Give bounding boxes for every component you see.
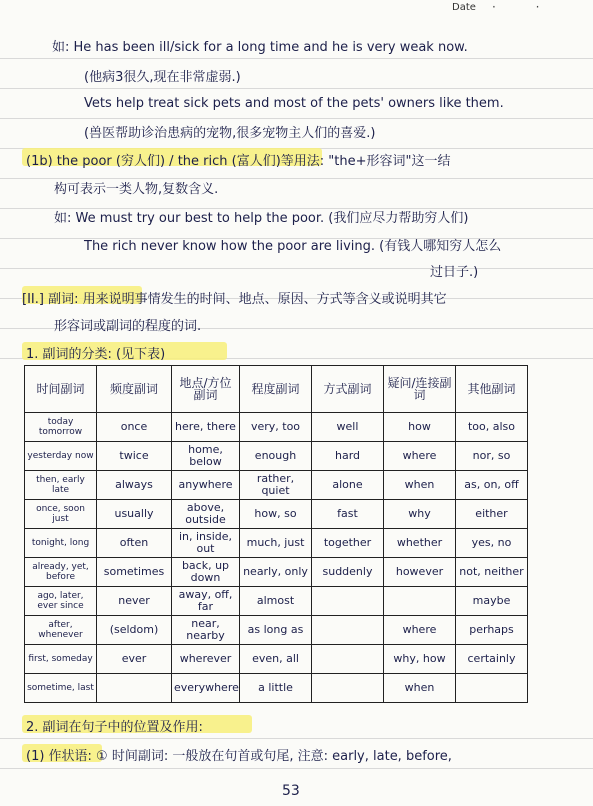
table-cell: rather, quiet [240, 471, 312, 500]
header-degree-adverbs: 程度副词 [240, 366, 312, 413]
table-cell: always [97, 471, 172, 500]
header-manner-adverbs: 方式副词 [312, 366, 384, 413]
table-cell: sometimes [97, 558, 172, 587]
example-2-english: Vets help treat sick pets and most of the pets' owners like them. [84, 96, 504, 111]
table-cell: as long as [240, 616, 312, 645]
header-interrogative-adverbs: 疑问/连接副词 [384, 366, 456, 413]
table-cell: either [456, 500, 528, 529]
section-2-heading: [II.] 副词: 用来说明事情发生的时间、地点、原因、方式等含义或说明其它 [22, 292, 447, 307]
table-cell [312, 674, 384, 703]
table-row [25, 674, 528, 703]
table-row [25, 645, 528, 674]
table-cell: then, early late [25, 471, 97, 500]
table-cell: how, so [240, 500, 312, 529]
table-cell: why, how [384, 645, 456, 674]
table-cell: enough [240, 442, 312, 471]
table-cell: usually [97, 500, 172, 529]
rule-1b-continued: 构可表示一类人物,复数含义. [54, 182, 219, 197]
table-cell: almost [240, 587, 312, 616]
header-place-adverbs: 地点/方位副词 [172, 366, 240, 413]
ruled-line [0, 118, 593, 119]
table-cell: today tomorrow [25, 413, 97, 442]
table-cell: where [384, 616, 456, 645]
table-cell: away, off, far [172, 587, 240, 616]
table-cell: above, outside [172, 500, 240, 529]
table-cell: never [97, 587, 172, 616]
table-cell: anywhere [172, 471, 240, 500]
table-cell: wherever [172, 645, 240, 674]
ruled-line [0, 58, 593, 59]
table-cell: near, nearby [172, 616, 240, 645]
example-1-chinese: (他病3很久,现在非常虚弱.) [84, 70, 241, 85]
subsection-1-title: 1. 副词的分类: (见下表) [26, 347, 166, 362]
table-cell: nor, so [456, 442, 528, 471]
header-other-adverbs: 其他副词 [456, 366, 528, 413]
table-cell: too, also [456, 413, 528, 442]
table-cell: already, yet, before [25, 558, 97, 587]
date-label: Date [452, 2, 476, 13]
table-row [25, 413, 528, 442]
table-cell: when [384, 471, 456, 500]
table-cell: often [97, 529, 172, 558]
page-number: 53 [282, 783, 300, 799]
ruled-line [0, 738, 593, 739]
table-cell: fast [312, 500, 384, 529]
section-2-heading-continued: 形容词或副词的程度的词. [54, 319, 202, 334]
table-cell [312, 616, 384, 645]
table-header-row [25, 366, 528, 413]
table-row [25, 529, 528, 558]
table-row [25, 616, 528, 645]
table-cell: here, there [172, 413, 240, 442]
table-cell: tonight, long [25, 529, 97, 558]
example-3c: 过日子.) [430, 265, 479, 280]
table-row [25, 587, 528, 616]
table-cell [97, 674, 172, 703]
table-row [25, 558, 528, 587]
subsection-2-item-1: (1) 作状语: ① 时间副词: 一般放在句首或句尾, 注意: early, late, before, [26, 749, 452, 764]
table-cell: once, soon just [25, 500, 97, 529]
rule-1b: (1b) the poor (穷人们) / the rich (富人们)等用法: "the+形容词"这一结 [26, 154, 451, 169]
table-cell: how [384, 413, 456, 442]
table-cell: well [312, 413, 384, 442]
table-cell: even, all [240, 645, 312, 674]
table-cell: sometime, last [25, 674, 97, 703]
header-time-adverbs: 时间副词 [25, 366, 97, 413]
example-3a: 如: We must try our best to help the poor. (我们应尽力帮助穷人们) [54, 211, 469, 226]
table-row [25, 500, 528, 529]
table-cell: where [384, 442, 456, 471]
table-cell: ever [97, 645, 172, 674]
table-cell [384, 587, 456, 616]
table-cell: everywhere [172, 674, 240, 703]
table-cell: once [97, 413, 172, 442]
table-cell: however [384, 558, 456, 587]
table-cell: suddenly [312, 558, 384, 587]
example-3b: The rich never know how the poor are living. (有钱人哪知穷人怎么 [84, 239, 502, 254]
table-cell: perhaps [456, 616, 528, 645]
table-cell: yesterday now [25, 442, 97, 471]
table-cell: back, up down [172, 558, 240, 587]
table-cell: hard [312, 442, 384, 471]
table-cell: whether [384, 529, 456, 558]
table-cell: yes, no [456, 529, 528, 558]
header-frequency-adverbs: 频度副词 [97, 366, 172, 413]
table-cell: very, too [240, 413, 312, 442]
table-cell: (seldom) [97, 616, 172, 645]
table-cell: first, someday [25, 645, 97, 674]
table-cell: in, inside, out [172, 529, 240, 558]
table-cell [312, 645, 384, 674]
table-cell: certainly [456, 645, 528, 674]
table-row [25, 471, 528, 500]
table-cell: much, just [240, 529, 312, 558]
table-cell: a little [240, 674, 312, 703]
subsection-2-title: 2. 副词在句子中的位置及作用: [26, 720, 203, 735]
table-cell: home, below [172, 442, 240, 471]
example-2-chinese: (兽医帮助诊治患病的宠物,很多宠物主人们的喜爱.) [84, 126, 376, 141]
table-cell: maybe [456, 587, 528, 616]
table-cell: twice [97, 442, 172, 471]
table-cell: together [312, 529, 384, 558]
example-1-english: 如: He has been ill/sick for a long time and he is very weak now. [52, 40, 468, 55]
table-cell: after, whenever [25, 616, 97, 645]
table-cell: why [384, 500, 456, 529]
date-dots: · · [492, 0, 558, 14]
adverb-classification-table [24, 365, 528, 703]
table-cell: ago, later, ever since [25, 587, 97, 616]
ruled-line [0, 768, 593, 769]
ruled-line [0, 88, 593, 89]
table-cell [312, 587, 384, 616]
table-cell: when [384, 674, 456, 703]
ruled-line [0, 268, 593, 269]
table-cell: nearly, only [240, 558, 312, 587]
table-cell: not, neither [456, 558, 528, 587]
table-cell: as, on, off [456, 471, 528, 500]
table-row [25, 442, 528, 471]
table-cell: alone [312, 471, 384, 500]
table-cell [456, 674, 528, 703]
